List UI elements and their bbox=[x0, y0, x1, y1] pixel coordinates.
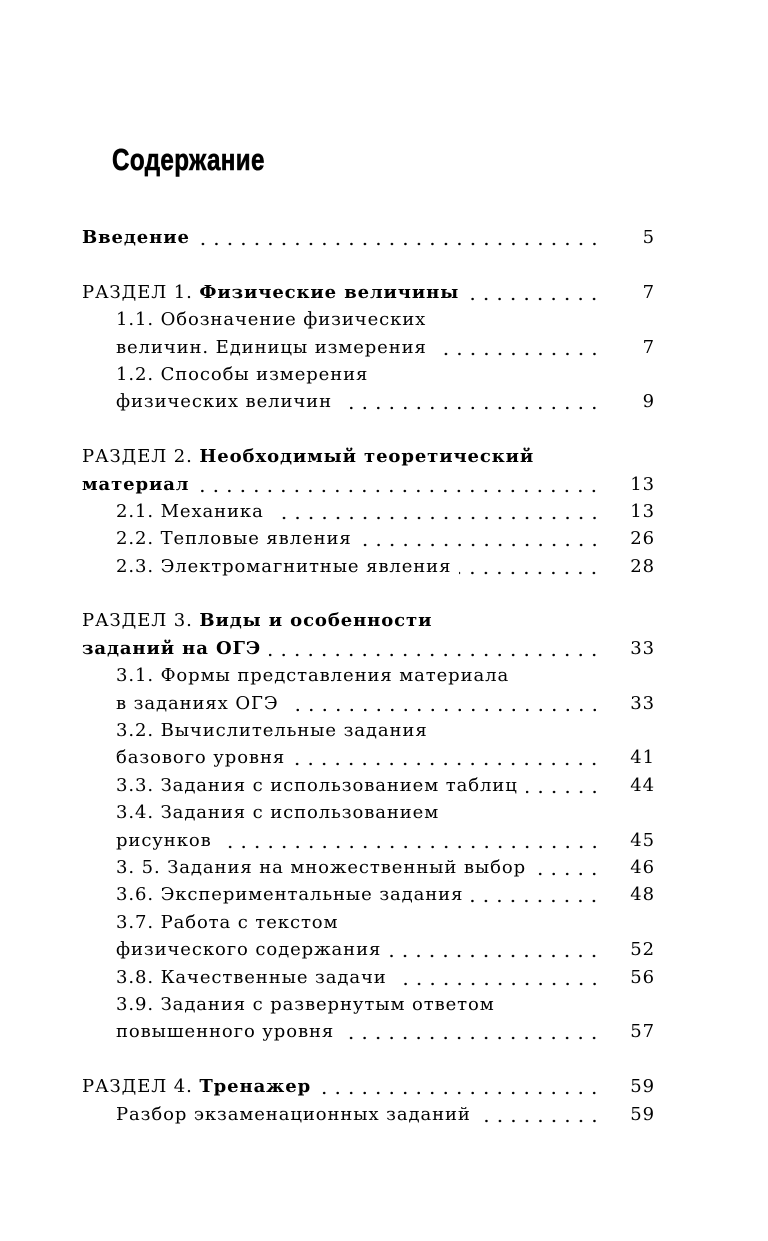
toc-line bbox=[82, 388, 655, 415]
toc-subsection-entry[interactable] bbox=[82, 525, 655, 552]
toc-line bbox=[82, 854, 655, 881]
toc-line bbox=[82, 361, 655, 388]
toc-line bbox=[82, 224, 655, 251]
entry-text-bold: Тренажер bbox=[199, 1076, 312, 1098]
entry-text: РАЗДЕЛ 3. bbox=[82, 610, 200, 632]
toc-section-entry[interactable] bbox=[82, 607, 655, 662]
entry-text: 2.2. Тепловые явления bbox=[116, 528, 352, 550]
entry-text: РАЗДЕЛ 1. bbox=[82, 281, 200, 303]
toc-subsection-entry[interactable] bbox=[82, 361, 655, 416]
entry-title bbox=[116, 1101, 471, 1128]
entry-title bbox=[82, 1073, 311, 1100]
dot-leader bbox=[360, 525, 601, 552]
entry-title bbox=[116, 1018, 334, 1045]
entry-title bbox=[82, 607, 432, 634]
entry-text: базового уровня bbox=[116, 747, 286, 769]
dot-leader bbox=[272, 498, 601, 525]
page-number: 48 bbox=[630, 884, 655, 906]
toc-line bbox=[82, 909, 655, 936]
page-number: 44 bbox=[630, 774, 655, 796]
page-number: 57 bbox=[630, 1021, 655, 1043]
toc-subsection-entry[interactable] bbox=[82, 772, 655, 799]
entry-title bbox=[116, 662, 509, 689]
toc-subsection-entry[interactable] bbox=[82, 498, 655, 525]
entry-text-bold: материал bbox=[82, 473, 190, 495]
entry-text: физического содержания bbox=[116, 939, 382, 961]
toc-subsection-entry[interactable] bbox=[82, 717, 655, 772]
entry-title bbox=[82, 471, 189, 498]
entry-title bbox=[116, 799, 439, 826]
section-spacer bbox=[82, 416, 655, 443]
dot-leader bbox=[395, 964, 601, 991]
toc-subsection-entry[interactable] bbox=[82, 909, 655, 964]
dot-leader bbox=[479, 1101, 601, 1128]
toc-line bbox=[82, 772, 655, 799]
section-spacer bbox=[82, 580, 655, 607]
toc-section-entry[interactable] bbox=[82, 279, 655, 306]
toc-line bbox=[82, 334, 655, 361]
dot-leader bbox=[197, 471, 601, 498]
page-number: 33 bbox=[630, 692, 655, 714]
toc-subsection-entry[interactable] bbox=[82, 662, 655, 717]
toc-line bbox=[82, 1073, 655, 1100]
table-of-contents bbox=[82, 224, 655, 1128]
page-number: 59 bbox=[630, 1103, 655, 1125]
toc-line bbox=[82, 936, 655, 963]
page-number: 7 bbox=[642, 281, 655, 303]
toc-line bbox=[82, 498, 655, 525]
page-number: 59 bbox=[630, 1076, 655, 1098]
page-number: 52 bbox=[630, 939, 655, 961]
entry-text-bold: Виды и особенности bbox=[199, 610, 433, 632]
dot-leader bbox=[269, 635, 601, 662]
entry-text: 3.1. Формы представления материала bbox=[116, 665, 510, 687]
dot-leader bbox=[389, 936, 601, 963]
page-number: 33 bbox=[630, 637, 655, 659]
entry-text: 2.3. Электромагнитные явления bbox=[116, 555, 452, 577]
dot-leader bbox=[534, 854, 601, 881]
entry-title bbox=[116, 388, 332, 415]
toc-subsection-entry[interactable] bbox=[82, 854, 655, 881]
toc-line bbox=[82, 690, 655, 717]
toc-line bbox=[82, 1018, 655, 1045]
toc-line bbox=[82, 991, 655, 1018]
page-number: 26 bbox=[630, 528, 655, 550]
dot-leader bbox=[340, 388, 601, 415]
toc-subsection-entry[interactable] bbox=[82, 1101, 655, 1128]
entry-title bbox=[116, 498, 264, 525]
page-number: 13 bbox=[630, 473, 655, 495]
toc-subsection-entry[interactable] bbox=[82, 991, 655, 1046]
toc-line bbox=[82, 827, 655, 854]
entry-title bbox=[116, 772, 518, 799]
page-number: 45 bbox=[630, 829, 655, 851]
entry-text: 1.2. Способы измерения bbox=[116, 363, 369, 385]
page-number: 41 bbox=[630, 747, 655, 769]
dot-leader bbox=[319, 1073, 601, 1100]
toc-line bbox=[82, 471, 655, 498]
entry-text: 3.3. Задания с использованием таблиц bbox=[116, 774, 518, 796]
entry-text: 3.2. Вычислительные задания bbox=[116, 720, 428, 742]
dot-leader bbox=[526, 772, 601, 799]
entry-title bbox=[82, 224, 190, 251]
section-spacer bbox=[82, 251, 655, 278]
toc-line bbox=[82, 279, 655, 306]
dot-leader bbox=[198, 224, 601, 251]
entry-text: 3.4. Задания с использованием bbox=[116, 802, 440, 824]
dot-leader bbox=[471, 881, 601, 908]
entry-text: повышенного уровня bbox=[116, 1021, 335, 1043]
toc-line bbox=[82, 525, 655, 552]
entry-text: РАЗДЕЛ 4. bbox=[82, 1076, 200, 1098]
page-title: Содержание bbox=[112, 142, 265, 177]
entry-text-bold: Необходимый теоретический bbox=[199, 446, 535, 468]
toc-subsection-entry[interactable] bbox=[82, 553, 655, 580]
toc-line bbox=[82, 1101, 655, 1128]
entry-title bbox=[116, 909, 338, 936]
entry-text: РАЗДЕЛ 2. bbox=[82, 446, 200, 468]
entry-text: 3.8. Качественные задачи bbox=[116, 966, 387, 988]
entry-text: физических величин bbox=[116, 391, 332, 413]
entry-text: рисунков bbox=[116, 829, 212, 851]
page-number: 13 bbox=[630, 500, 655, 522]
entry-title bbox=[116, 334, 427, 361]
entry-text: 1.1. Обозначение физических bbox=[116, 309, 427, 331]
toc-line bbox=[82, 553, 655, 580]
toc-line bbox=[82, 881, 655, 908]
toc-line bbox=[82, 964, 655, 991]
entry-text: 3.9. Задания с развернутым ответом bbox=[116, 993, 495, 1015]
section-spacer bbox=[82, 1046, 655, 1073]
dot-leader bbox=[435, 334, 601, 361]
entry-title bbox=[116, 881, 463, 908]
page-number: 7 bbox=[642, 336, 655, 358]
page-number: 56 bbox=[630, 966, 655, 988]
toc-section-entry[interactable] bbox=[82, 443, 655, 498]
dot-leader bbox=[287, 690, 602, 717]
entry-text: 3.6. Экспериментальные задания bbox=[116, 884, 464, 906]
dot-leader bbox=[342, 1018, 601, 1045]
entry-title bbox=[116, 964, 387, 991]
toc-line bbox=[82, 607, 655, 634]
entry-title bbox=[116, 525, 352, 552]
toc-section-entry[interactable] bbox=[82, 1073, 655, 1100]
entry-text-bold: Введение bbox=[82, 227, 190, 248]
entry-text: 3.7. Работа с текстом bbox=[116, 911, 339, 933]
entry-text: 3. 5. Задания на множественный выбор bbox=[116, 856, 527, 878]
toc-line bbox=[82, 635, 655, 662]
toc-line bbox=[82, 744, 655, 771]
entry-title bbox=[116, 553, 451, 580]
page-number: 46 bbox=[630, 856, 655, 878]
toc-line bbox=[82, 799, 655, 826]
entry-title bbox=[116, 936, 381, 963]
dot-leader bbox=[467, 279, 601, 306]
entry-text-bold: заданий на ОГЭ bbox=[82, 637, 262, 659]
entry-text: величин. Единицы измерения bbox=[116, 336, 427, 358]
entry-title bbox=[82, 279, 459, 306]
dot-leader bbox=[220, 827, 601, 854]
entry-title bbox=[116, 690, 279, 717]
dot-leader bbox=[459, 553, 601, 580]
toc-line bbox=[82, 306, 655, 333]
entry-title bbox=[116, 717, 428, 744]
page-number: 28 bbox=[630, 555, 655, 577]
entry-text: 2.1. Механика bbox=[116, 500, 264, 522]
entry-text: в заданиях ОГЭ bbox=[116, 692, 279, 714]
page-number: 9 bbox=[642, 391, 655, 413]
toc-subsection-entry[interactable] bbox=[82, 964, 655, 991]
entry-title bbox=[82, 443, 534, 470]
toc-subsection-entry[interactable] bbox=[82, 306, 655, 361]
dot-leader bbox=[293, 744, 601, 771]
entry-title bbox=[116, 361, 368, 388]
entry-text-bold: Физические величины bbox=[199, 281, 460, 303]
entry-title bbox=[116, 854, 526, 881]
toc-line bbox=[82, 443, 655, 470]
entry-title bbox=[116, 827, 212, 854]
entry-text: Разбор экзаменационных заданий bbox=[116, 1103, 471, 1125]
page-number: 5 bbox=[642, 227, 655, 248]
toc-line bbox=[82, 662, 655, 689]
entry-title bbox=[82, 635, 261, 662]
toc-section-entry[interactable] bbox=[82, 224, 655, 251]
toc-subsection-entry[interactable] bbox=[82, 881, 655, 908]
entry-title bbox=[116, 306, 426, 333]
toc-subsection-entry[interactable] bbox=[82, 799, 655, 854]
entry-title bbox=[116, 744, 285, 771]
entry-title bbox=[116, 991, 495, 1018]
toc-line bbox=[82, 717, 655, 744]
